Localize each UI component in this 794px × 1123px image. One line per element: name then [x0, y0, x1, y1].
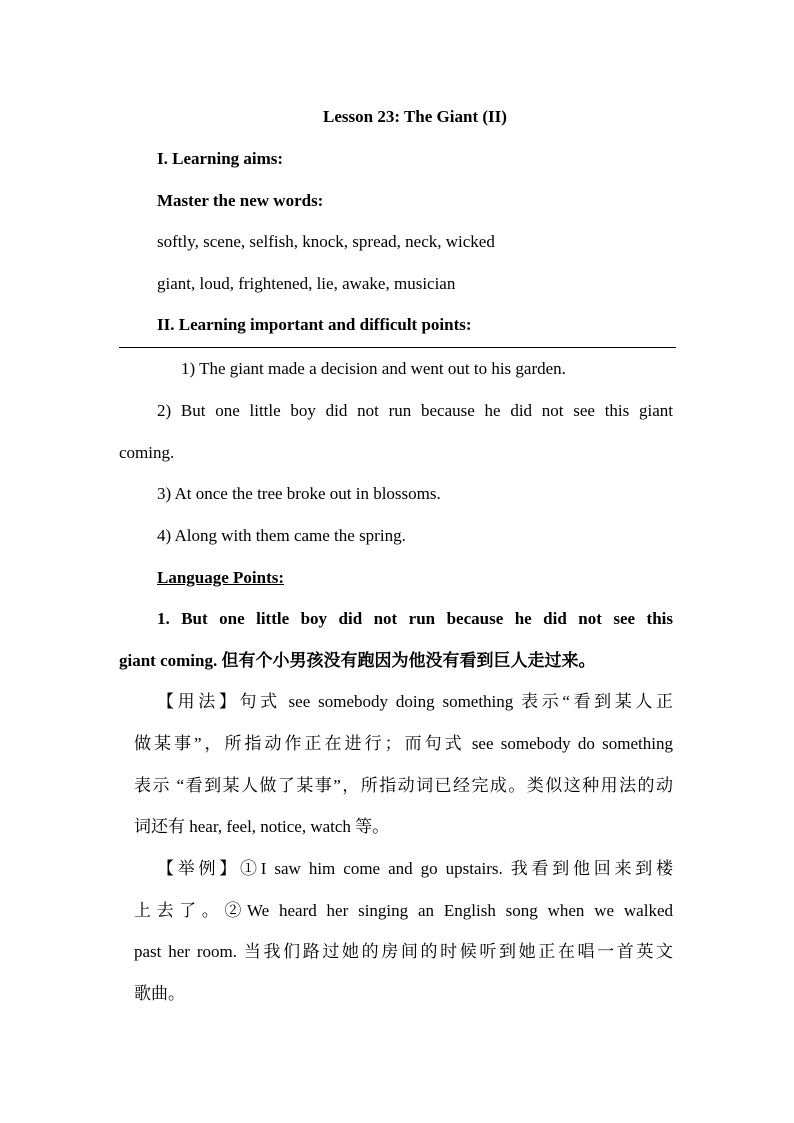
- usage-line-2: 做某事”，所指动作正在进行；而句式 see somebody do something: [134, 734, 673, 753]
- point-3: 3) At once the tree broke out in blossoms.: [157, 484, 441, 503]
- page-title: Lesson 23: The Giant (II): [323, 107, 507, 126]
- word-list-line-1: softly, scene, selfish, knock, spread, neck, wicked: [157, 232, 495, 251]
- language-points-heading: Language Points:: [157, 568, 285, 587]
- section-heading-learning-aims: I. Learning aims:: [157, 149, 284, 168]
- point-2-line-2: coming.: [119, 443, 175, 462]
- example-line-4: 歌曲。: [134, 984, 185, 1003]
- point-2-line-1: 2) But one little boy did not run because he did not see this giant: [157, 401, 673, 420]
- point-1: 1) The giant made a decision and went out to his garden.: [181, 359, 566, 378]
- language-point-1-line-2: giant coming. 但有个小男孩没有跑因为他没有看到巨人走过来。: [119, 651, 596, 670]
- language-point-1-line-1: 1. But one little boy did not run because he did not see this: [157, 609, 673, 628]
- subheading-new-words: Master the new words:: [157, 191, 324, 210]
- horizontal-divider: [119, 347, 676, 348]
- section-heading-key-points: II. Learning important and difficult points:: [157, 315, 472, 334]
- example-line-3: past her room. 当我们路过她的房间的时候听到她正在唱一首英文: [134, 942, 673, 961]
- usage-line-1: 【用法】句式 see somebody doing something 表示“看到某人正: [157, 692, 673, 711]
- usage-line-3: 表示 “看到某人做了某事”，所指动词已经完成。类似这种用法的动: [134, 776, 673, 795]
- usage-line-4: 词还有 hear, feel, notice, watch 等。: [134, 817, 390, 836]
- word-list-line-2: giant, loud, frightened, lie, awake, musician: [157, 274, 456, 293]
- example-line-1: 【举例】①I saw him come and go upstairs. 我看到他回来到楼: [157, 859, 673, 878]
- example-line-2: 上去了。②We heard her singing an English song when we walked: [134, 901, 673, 920]
- point-4: 4) Along with them came the spring.: [157, 526, 406, 545]
